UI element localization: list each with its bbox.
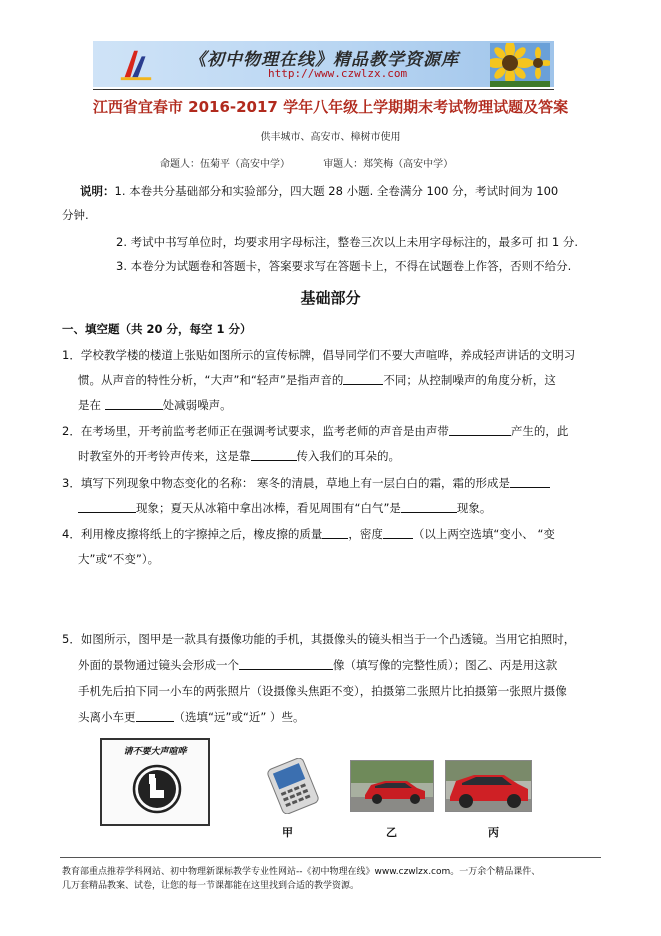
caption-c: 丙 (488, 826, 499, 839)
answer-blank[interactable] (251, 449, 297, 461)
answer-blank[interactable] (136, 710, 174, 722)
answer-blank[interactable] (322, 527, 348, 539)
author: 命题人：伍菊平（高安中学） (160, 159, 290, 170)
footer-divider (60, 857, 601, 858)
part-heading: 一、填空题（共 20 分，每空 1 分） (62, 322, 252, 336)
answer-blank[interactable] (239, 658, 333, 670)
q2-line-2: 时教室外的开考铃声传来，这是靠 传入我们的耳朵的。 (78, 449, 400, 463)
q3-line-2: 现象；夏天从冰箱中拿出冰棒，看见周围有“白气”是 现象。 (78, 501, 491, 515)
instruction-1: 说明：1. 本卷共分基础部分和实验部分，四大题 28 小题. 全卷满分 100 分，考试时间为 100 (80, 184, 559, 198)
q5-line-4: 头离小车更 （选填“远”或“近” ）些。 (78, 710, 305, 724)
page-title: 江西省宜春市 2016-2017 学年八年级上学期期末考试物理试题及答案 (92, 98, 569, 116)
answer-blank[interactable] (401, 501, 457, 513)
site-logo-icon (117, 45, 155, 83)
quiet-sign-figure (100, 738, 210, 826)
header-banner (93, 41, 554, 87)
banner-url: http://www.czwlzx.com (268, 67, 408, 80)
q4-line-1: 4．利用橡皮擦将纸上的字擦掉之后，橡皮擦的质量 ，密度 （以上两空选填“变小、 “变 (62, 527, 555, 541)
instructions-label: 说明： (80, 184, 115, 198)
header-divider (93, 89, 554, 90)
answer-blank[interactable] (78, 501, 136, 513)
instruction-3: 3. 本卷分为试题卷和答题卡，答案要求写在答题卡上，不得在试题卷上作答，否则不给分. (116, 259, 572, 273)
banner-title: 《初中物理在线》精品教学资源库 (189, 50, 459, 70)
footer-line-2: 几万套精品教案、试卷，让您的每一节课都能在这里找到合适的教学资源。 (62, 881, 360, 891)
answer-blank[interactable] (449, 424, 511, 436)
q4-line-2: 大”或“不变”）。 (78, 552, 160, 566)
q2-line-1: 2．在考场里，开考前监考老师正在强调考试要求，监考老师的声音是由声带 产生的，此 (62, 424, 569, 438)
q1-line-2: 惯。从声音的特性分析，“大声”和“轻声”是指声音的 不同；从控制噪声的角度分析，这 (78, 373, 556, 387)
footer-line-1: 教育部重点推荐学科网站、初中物理新课标教学专业性网站--《初中物理在线》www.czwlzx.com。一万余个精品课件、 (62, 867, 541, 877)
q1-line-1: 1．学校教学楼的楼道上张贴如图所示的宣传标牌，倡导同学们不要大声喧哗，养成轻声讲话的文明习 (62, 348, 576, 362)
authors-line (160, 155, 483, 170)
caption-b: 乙 (386, 826, 397, 839)
answer-blank[interactable] (510, 476, 550, 488)
answer-blank[interactable] (105, 398, 163, 410)
phone-figure (262, 758, 324, 814)
caption-a: 甲 (282, 826, 293, 839)
car-photo-1 (350, 760, 434, 812)
q5-line-2: 外面的景物通过镜头会形成一个 像（填写像的完整性质）；图乙、丙是用这款 (78, 658, 558, 672)
instruction-1-cont: 分钟. (62, 208, 89, 222)
q3-line-1: 3．填写下列现象中物态变化的名称： 寒冬的清晨，草地上有一层白白的霜，霜的形成是 (62, 476, 550, 490)
section-title: 基础部分 (300, 289, 361, 307)
answer-blank[interactable] (343, 373, 383, 385)
hand-gesture-icon (132, 760, 182, 818)
sign-text: 请不要大声喧哗 (123, 747, 187, 757)
q1-line-3: 是在 处减弱噪声。 (78, 398, 232, 412)
sunflower-icon (490, 43, 550, 87)
car-photo-2 (445, 760, 532, 812)
instruction-2: 2. 考试中书写单位时，均要求用字母标注，整卷三次以上未用字母标注的，最多可 扣 1 分. (116, 235, 579, 249)
usage-note: 供丰城市、高安市、樟树市使用 (260, 132, 401, 143)
reviewer: 审题人：郑笑梅（高安中学） (323, 159, 454, 170)
q5-line-3: 手机先后拍下同一小车的两张照片（设摄像头焦距不变），拍摄第二张照片比拍摄第一张照片摄像 (78, 684, 567, 698)
answer-blank[interactable] (383, 527, 413, 539)
q5-line-1: 5．如图所示，图甲是一款具有摄像功能的手机，其摄像头的镜头相当于一个凸透镜。当用它拍照时， (62, 632, 576, 646)
